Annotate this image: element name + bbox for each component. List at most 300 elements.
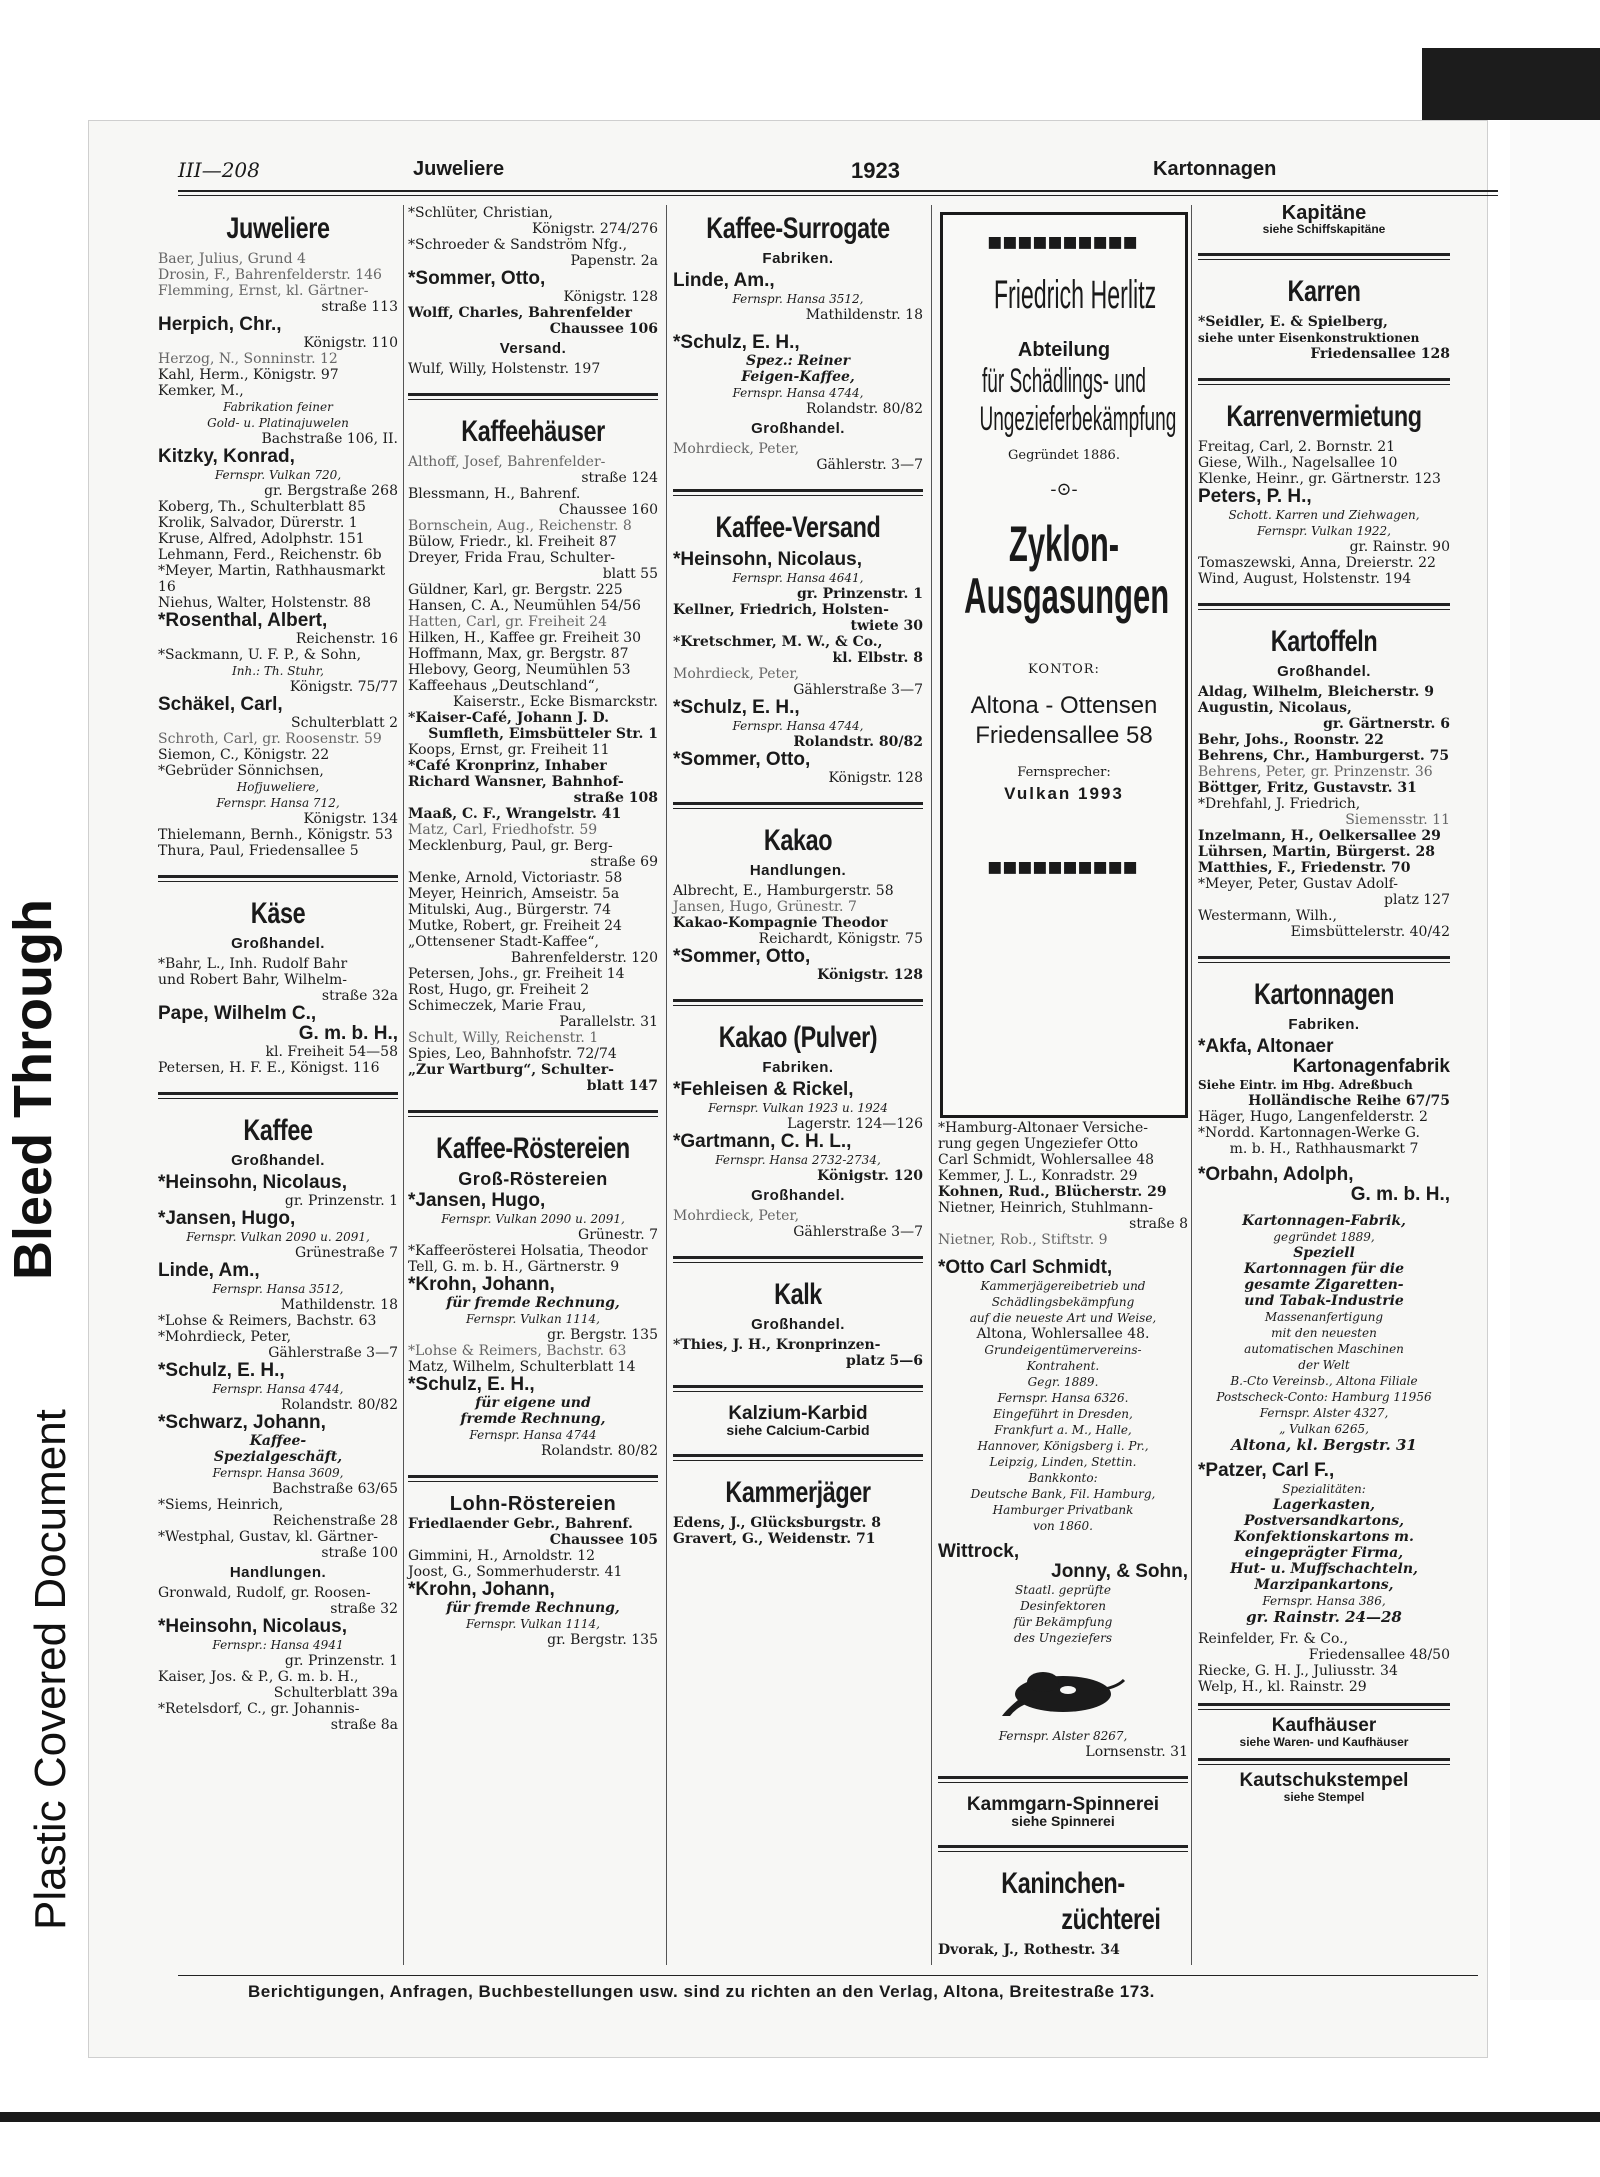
directory-page xyxy=(88,120,1488,2058)
entry-name: *Fehleisen & Rickel, xyxy=(673,1079,854,1100)
entry: für Bekämpfung xyxy=(1013,1615,1113,1629)
entry: Altona, kl. Bergstr. 31 xyxy=(1231,1436,1417,1454)
entry: Kaiserstr., Ecke Bismarckstr. xyxy=(452,694,658,710)
entry: Rolandstr. 80/82 xyxy=(806,401,923,417)
entry: gr. Rainstr. 24—28 xyxy=(1246,1608,1402,1626)
xref-title: Kapitäne xyxy=(1281,202,1367,224)
entry: Gählerstr. 3—7 xyxy=(816,457,923,473)
entry: Richard Wansner, Bahnhof- xyxy=(408,774,624,790)
entry: gr. Rainstr. 90 xyxy=(1349,539,1450,555)
entry: *Bahr, L., Inh. Rudolf Bahr xyxy=(158,956,348,972)
entry: B.-Cto Vereinsb., Altona Filiale xyxy=(1230,1374,1418,1388)
section-title: Kaninchen- xyxy=(1001,1867,1125,1900)
entry: Gronwald, Rudolf, gr. Roosen- xyxy=(158,1585,371,1601)
entry: für fremde Rechnung, xyxy=(446,1600,620,1616)
entry: Kemmer, J. L., Konradstr. 29 xyxy=(938,1168,1138,1184)
entry: gr. Prinzenstr. 1 xyxy=(284,1653,398,1669)
entry: Jansen, Hugo, Grünestr. 7 xyxy=(673,899,857,915)
column-divider xyxy=(403,205,404,1965)
entry: Fernspr. Hansa 3512, xyxy=(732,292,864,306)
entry: Fernspr. Hansa 3609, xyxy=(212,1466,344,1480)
entry: Rolandstr. 80/82 xyxy=(793,734,923,750)
section-divider xyxy=(938,1845,1188,1852)
section-divider xyxy=(408,393,658,400)
entry: Bachstraße 63/65 xyxy=(272,1481,398,1497)
entry: Kaffeehaus „Deutschland“, xyxy=(408,678,600,694)
entry: Reinfelder, Fr. & Co., xyxy=(1198,1631,1349,1647)
entry: Baer, Julius, Grund 4 xyxy=(158,251,306,267)
entry: Hatten, Carl, gr. Freiheit 24 xyxy=(408,614,607,630)
entry: straße 8 xyxy=(1129,1216,1188,1232)
entry: Gold- u. Platinajuwelen xyxy=(207,416,349,430)
entry: Albrecht, E., Hamburgerstr. 58 xyxy=(673,883,894,899)
entry: Schott. Karren und Ziehwagen, xyxy=(1228,508,1420,522)
entry: *Lohse & Reimers, Bachstr. 63 xyxy=(408,1343,627,1359)
entry: Freitag, Carl, 2. Bornstr. 21 xyxy=(1198,439,1396,455)
header-rule-thin xyxy=(178,195,1498,196)
entry: Gravert, G., Weidenstr. 71 xyxy=(673,1531,876,1547)
section-title: Kaffee-Röstereien xyxy=(436,1132,630,1165)
entry: Grünestr. 7 xyxy=(578,1227,658,1243)
entry: gesamte Zigaretten- xyxy=(1244,1277,1404,1293)
entry: Massenanfertigung xyxy=(1264,1310,1384,1324)
xref-target: siehe Calcium-Carbid xyxy=(726,1422,870,1438)
header-year: 1923 xyxy=(851,158,900,183)
ad-phone: Vulkan 1993 xyxy=(1004,784,1124,803)
section-divider xyxy=(673,1454,923,1461)
section-divider xyxy=(1198,956,1450,963)
entry-name: *Schulz, E. H., xyxy=(408,1374,535,1395)
xref-title: Kautschukstempel xyxy=(1239,1770,1409,1791)
section-title: Kaffee-Surrogate xyxy=(706,212,890,245)
entry: Aldag, Wilhelm, Bleicherstr. 9 xyxy=(1198,684,1434,700)
entry-name: Jonny, & Sohn, xyxy=(1051,1561,1188,1582)
entry: Schroth, Carl, gr. Roosenstr. 59 xyxy=(158,731,382,747)
entry: Mohrdieck, Peter, xyxy=(673,441,800,457)
entry: Rolandstr. 80/82 xyxy=(541,1443,658,1459)
entry: straße 69 xyxy=(590,854,658,870)
entry: Tell, G. m. b. H., Gärtnerstr. 9 xyxy=(408,1259,620,1275)
section-title: Kakao (Pulver) xyxy=(718,1021,878,1054)
entry: Thura, Paul, Friedensallee 5 xyxy=(158,843,359,859)
entry-name: *Heinsohn, Nicolaus, xyxy=(158,1616,347,1637)
entry: Königstr. 128 xyxy=(563,289,658,305)
entry: *Meyer, Peter, Gustav Adolf- xyxy=(1198,876,1399,892)
entry: Hansen, C. A., Neumühlen 54/56 xyxy=(408,598,641,614)
entry: Postversandkartons, xyxy=(1243,1513,1405,1529)
entry-name: *Sommer, Otto, xyxy=(673,749,811,770)
section-title: Karren xyxy=(1287,275,1361,308)
entry: Friedensallee 128 xyxy=(1310,346,1450,362)
ad-address-2: Friedensallee 58 xyxy=(975,722,1153,749)
entry: des Ungeziefers xyxy=(1013,1631,1113,1645)
entry: auf die neueste Art und Weise, xyxy=(969,1311,1157,1325)
entry-name: *Schulz, E. H., xyxy=(673,697,800,718)
xref-title: Kalzium-Karbid xyxy=(728,1403,868,1424)
page-header xyxy=(178,158,1478,188)
section-divider xyxy=(673,1256,923,1263)
section-divider xyxy=(1198,1758,1450,1765)
entry: mit den neuesten xyxy=(1271,1326,1377,1340)
entry: Kellner, Friedrich, Holsten- xyxy=(673,602,889,618)
entry: kl. Freiheit 54—58 xyxy=(265,1044,398,1060)
entry: Hlebovy, Georg, Neumühlen 53 xyxy=(408,662,631,678)
entry: kl. Elbstr. 8 xyxy=(832,650,923,666)
entry: Königstr. 128 xyxy=(828,770,923,786)
entry: Bahrenfelderstr. 120 xyxy=(510,950,658,966)
entry: Fernspr. Hansa 3512, xyxy=(212,1282,344,1296)
section-divider xyxy=(158,1092,398,1099)
section-divider xyxy=(1198,378,1450,385)
entry-name: Pape, Wilhelm C., xyxy=(158,1003,317,1024)
subsection-title: Groß-Röstereien xyxy=(458,1169,608,1189)
xref-target: siehe Stempel xyxy=(1283,1790,1365,1804)
xref-title: Kammgarn-Spinnerei xyxy=(966,1794,1160,1815)
entry: eingeprägter Firma, xyxy=(1244,1545,1404,1561)
entry: Kartonnagen für die xyxy=(1243,1261,1405,1277)
entry: Fernspr. Hansa 2732-2734, xyxy=(715,1153,881,1167)
entry: Fernspr. Alster 4327, xyxy=(1259,1406,1389,1420)
column-1 xyxy=(158,205,398,1733)
ad-line-2: Ungezieferbekämpfung xyxy=(979,400,1177,438)
entry: *Kretschmer, M. W., & Co., xyxy=(673,634,883,650)
entry: Fernspr. Vulkan 720, xyxy=(214,468,342,482)
entry: Westermann, Wilh., xyxy=(1198,908,1337,924)
entry: Mecklenburg, Paul, gr. Berg- xyxy=(408,838,613,854)
entry: gr. Prinzenstr. 1 xyxy=(284,1193,398,1209)
entry-name: Kartonagenfabrik xyxy=(1292,1056,1450,1077)
entry: Chaussee 106 xyxy=(549,321,658,337)
section-title: Juweliere xyxy=(226,212,330,245)
entry: Bachstraße 106, II. xyxy=(261,431,398,447)
entry: für fremde Rechnung, xyxy=(446,1295,620,1311)
header-rule xyxy=(178,190,1498,192)
entry: Mohrdieck, Peter, xyxy=(673,1208,800,1224)
subsection-title: Großhandel. xyxy=(751,1316,845,1333)
section-divider xyxy=(1198,253,1450,260)
entry-name: *Sommer, Otto, xyxy=(408,268,546,289)
entry-name: Linde, Am., xyxy=(673,270,775,291)
entry-name: *Schwarz, Johann, xyxy=(158,1412,326,1433)
section-divider xyxy=(673,802,923,809)
subsection-title: Großhandel. xyxy=(751,420,845,437)
entry: Althoff, Josef, Bahrenfelder- xyxy=(408,454,606,470)
entry: Kemker, M., xyxy=(158,383,244,399)
herlitz-advertisement xyxy=(940,212,1188,1118)
entry: Menke, Arnold, Victoriastr. 58 xyxy=(408,870,623,886)
entry: Spezialgeschäft, xyxy=(213,1449,343,1465)
entry: Rolandstr. 80/82 xyxy=(281,1397,398,1413)
entry: Staatl. geprüfte xyxy=(1015,1583,1111,1597)
entry-name: Kitzky, Konrad, xyxy=(158,446,295,467)
entry: Dreyer, Frida Frau, Schulter- xyxy=(408,550,616,566)
ad-founded: Gegründet 1886. xyxy=(1008,448,1120,463)
entry: gegründet 1889, xyxy=(1273,1230,1375,1244)
entry: Blessmann, H., Bahrenf. xyxy=(408,486,581,502)
entry: *Retelsdorf, C., gr. Johannis- xyxy=(158,1701,360,1717)
entry: *Sackmann, U. F. P., & Sohn, xyxy=(158,647,362,663)
ad-ornament: -⊙- xyxy=(1050,479,1078,500)
entry: *Lohse & Reimers, Bachstr. 63 xyxy=(158,1313,377,1329)
entry: straße 113 xyxy=(321,299,398,315)
entry: Königstr. 128 xyxy=(817,967,923,983)
ad-zyklon: Zyklon- xyxy=(1008,516,1120,572)
entry: Tomaszewski, Anna, Dreierstr. 22 xyxy=(1198,555,1436,571)
entry: Koops, Ernst, gr. Freiheit 11 xyxy=(408,742,610,758)
column-5 xyxy=(1198,202,1450,1805)
page-number: III—208 xyxy=(178,158,260,182)
entry-name: *Otto Carl Schmidt, xyxy=(938,1257,1113,1278)
entry: Flemming, Ernst, kl. Gärtner- xyxy=(158,283,369,299)
entry: Altona, Wohlersallee 48. xyxy=(976,1326,1150,1342)
entry: Matz, Wilhelm, Schulterblatt 14 xyxy=(408,1359,636,1375)
ad-ornament-boxes: ■■■■■■■■■■ xyxy=(988,229,1140,253)
entry: gr. Prinzenstr. 1 xyxy=(797,586,923,602)
entry: *Kaiser-Café, Johann J. D. xyxy=(408,710,609,726)
entry: Mathildenstr. 18 xyxy=(805,307,923,323)
entry: Schulterblatt 2 xyxy=(291,715,398,731)
entry: „ Vulkan 6265, xyxy=(1279,1422,1369,1436)
entry: siehe unter Eisenkonstruktionen xyxy=(1198,331,1420,345)
xref-target: siehe Spinnerei xyxy=(1011,1813,1115,1829)
entry: Krolik, Salvador, Dürerstr. 1 xyxy=(158,515,358,531)
entry: Hofjuweliere, xyxy=(236,780,320,794)
entry: Spez.: Reiner xyxy=(746,353,850,369)
entry: Lagerkasten, xyxy=(1272,1497,1376,1513)
entry-name: *Gartmann, C. H. L., xyxy=(673,1131,852,1152)
subsection-title: Großhandel. xyxy=(231,1152,325,1169)
entry: Königstr. 110 xyxy=(303,335,398,351)
entry: Postscheck-Conto: Hamburg 11956 xyxy=(1216,1390,1432,1404)
entry-name: *Heinsohn, Nicolaus, xyxy=(673,549,862,570)
entry-name: G. m. b. H., xyxy=(1350,1184,1450,1205)
section-title: Kaffee xyxy=(243,1114,313,1147)
scan-black-corner xyxy=(1422,48,1600,120)
entry: Lornsenstr. 31 xyxy=(1085,1744,1188,1760)
entry: Behrens, Peter, gr. Prinzenstr. 36 xyxy=(1198,764,1433,780)
subsection-title: Handlungen. xyxy=(749,862,847,879)
entry: Bankkonto: xyxy=(1028,1471,1098,1485)
entry: „Zur Wartburg“, Schulter- xyxy=(408,1062,614,1078)
page-footer: Berichtigungen, Anfragen, Buchbestellungen usw. sind zu richten an den Verlag, Altona, Breitestraße 173. xyxy=(248,1982,1155,2001)
entry: Hannover, Königsberg i. Pr., xyxy=(977,1439,1149,1453)
column-divider xyxy=(931,205,932,1965)
entry: Wulf, Willy, Holstenstr. 197 xyxy=(408,361,601,377)
entry: Friedensallee 48/50 xyxy=(1308,1647,1450,1663)
entry: Reichardt, Königstr. 75 xyxy=(758,931,923,947)
entry: der Welt xyxy=(1298,1358,1350,1372)
entry: Eingeführt in Dresden, xyxy=(993,1407,1133,1421)
entry: Augustin, Nicolaus, xyxy=(1198,700,1352,716)
entry: Hut- u. Muffschachteln, xyxy=(1230,1561,1418,1577)
entry: Fernspr. Vulkan 2090 u. 2091, xyxy=(186,1230,370,1244)
entry: Fernspr. Hansa 4641, xyxy=(732,571,864,585)
entry: Schult, Willy, Reichenstr. 1 xyxy=(408,1030,599,1046)
entry: Fernspr. Hansa 4744 xyxy=(469,1428,597,1442)
entry: Welp, H., kl. Rainstr. 29 xyxy=(1198,1679,1367,1695)
subsection-title: Großhandel. xyxy=(751,1187,845,1204)
column-4 xyxy=(938,1120,1188,1958)
entry-name: *Akfa, Altonaer xyxy=(1198,1036,1334,1057)
subsection-title: Großhandel. xyxy=(1277,663,1371,680)
entry: und Robert Bahr, Wilhelm- xyxy=(158,972,348,988)
section-title: Kakao xyxy=(763,824,833,857)
entry: Gählerstraße 3—7 xyxy=(793,682,923,698)
entry: Meyer, Heinrich, Amseistr. 5a xyxy=(408,886,620,902)
entry: platz 5—6 xyxy=(846,1353,923,1369)
subsection-title: Fabriken. xyxy=(762,250,834,267)
subsection-title: Fabriken. xyxy=(762,1059,834,1076)
xref-target: siehe Waren- und Kaufhäuser xyxy=(1239,1735,1409,1749)
entry: Siemensstr. 11 xyxy=(1345,812,1450,828)
entry-name: Linde, Am., xyxy=(158,1260,260,1281)
column-divider xyxy=(666,205,667,1965)
entry: Leipzig, Linden, Stettin. xyxy=(989,1455,1137,1469)
section-divider xyxy=(408,1110,658,1117)
entry: Bülow, Friedr., kl. Freiheit 87 xyxy=(408,534,617,550)
entry: fremde Rechnung, xyxy=(460,1411,606,1427)
entry: „Ottensener Stadt-Kaffee“, xyxy=(408,934,600,950)
entry: Hamburger Privatbank xyxy=(992,1503,1134,1517)
entry: Koberg, Th., Schulterblatt 85 xyxy=(158,499,366,515)
entry: Sumfleth, Eimsbütteler Str. 1 xyxy=(428,726,658,742)
entry: Behrens, Chr., Hamburgerst. 75 xyxy=(1198,748,1450,764)
entry: Königstr. 75/77 xyxy=(289,679,398,695)
subsection-title: Großhandel. xyxy=(231,935,325,952)
entry: Schimeczek, Marie Frau, xyxy=(408,998,587,1014)
entry-name: *Heinsohn, Nicolaus, xyxy=(158,1172,347,1193)
entry: *Siems, Heinrich, xyxy=(158,1497,284,1513)
entry-name: Peters, P. H., xyxy=(1198,486,1312,507)
entry: Joost, G., Sommerhuderstr. 41 xyxy=(408,1564,623,1580)
entry: Eimsbüttelerstr. 40/42 xyxy=(1290,924,1450,940)
entry: Königstr. 274/276 xyxy=(532,221,658,237)
entry: Parallelstr. 31 xyxy=(559,1014,658,1030)
entry: Fernspr. Vulkan 1923 u. 1924 xyxy=(708,1101,888,1115)
entry-name: *Schulz, E. H., xyxy=(673,332,800,353)
entry: Speziell xyxy=(1293,1245,1355,1261)
entry: Carl Schmidt, Wohlersallee 48 xyxy=(938,1152,1155,1168)
entry: Inh.: Th. Stuhr, xyxy=(232,664,324,678)
entry: blatt 147 xyxy=(586,1078,658,1094)
entry-name: Wittrock, xyxy=(938,1541,1020,1562)
entry: twiete 30 xyxy=(850,618,923,634)
entry: für eigene und xyxy=(475,1395,591,1411)
entry: Mutke, Robert, gr. Freiheit 24 xyxy=(408,918,622,934)
entry: Bornschein, Aug., Reichenstr. 8 xyxy=(408,518,632,534)
entry: Schädlingsbekämpfung xyxy=(991,1295,1135,1309)
entry: Güldner, Karl, gr. Bergstr. 225 xyxy=(408,582,623,598)
entry: Fernspr. Vulkan 1922, xyxy=(1257,524,1391,538)
entry: Giese, Wilh., Nagelsallee 10 xyxy=(1198,455,1398,471)
entry: automatischen Maschinen xyxy=(1244,1342,1404,1356)
entry: Kakao-Kompagnie Theodor xyxy=(673,915,888,931)
entry: Siehe Eintr. im Hbg. Adreßbuch xyxy=(1198,1078,1413,1092)
entry-name: *Jansen, Hugo, xyxy=(408,1190,546,1211)
neighbor-page-edge xyxy=(1510,120,1600,2000)
entry: Fernspr. Vulkan 2090 u. 2091, xyxy=(441,1212,625,1226)
entry: Gählerstraße 3—7 xyxy=(793,1224,923,1240)
section-title: züchterei xyxy=(1061,1903,1161,1936)
ad-address-1: Altona - Ottensen xyxy=(970,692,1158,719)
entry: Gimmini, H., Arnoldstr. 12 xyxy=(408,1548,596,1564)
section-divider xyxy=(158,875,398,882)
entry: Grünestraße 7 xyxy=(294,1245,398,1261)
entry-name: *Rosenthal, Albert, xyxy=(158,610,328,631)
entry: Papenstr. 2a xyxy=(570,253,658,269)
entry: Gählerstraße 3—7 xyxy=(268,1345,398,1361)
ad-kontor: KONTOR: xyxy=(1028,662,1100,677)
entry: gr. Gärtnerstr. 6 xyxy=(1323,716,1450,732)
section-divider xyxy=(673,1385,923,1392)
entry: Holländische Reihe 67/75 xyxy=(1248,1093,1450,1109)
entry: Fernspr.: Hansa 4941 xyxy=(212,1638,344,1652)
entry: Fabrikation feiner xyxy=(223,400,333,414)
entry: Wind, August, Holstenstr. 194 xyxy=(1198,571,1412,587)
header-right: Kartonnagen xyxy=(1153,158,1277,180)
entry: Kaiser, Jos. & P., G. m. b. H., xyxy=(158,1669,359,1685)
entry: *Seidler, E. & Spielberg, xyxy=(1198,314,1388,330)
entry: m. b. H., Rathhausmarkt 7 xyxy=(1229,1141,1419,1157)
entry-name: *Patzer, Carl F., xyxy=(1198,1460,1335,1481)
entry: straße 100 xyxy=(321,1545,398,1561)
entry: Dvorak, J., Rothestr. 34 xyxy=(938,1942,1120,1958)
section-title: Kaffee-Versand xyxy=(715,511,881,544)
section-title: Kartoffeln xyxy=(1270,625,1378,658)
entry: Nietner, Rob., Stiftstr. 9 xyxy=(938,1232,1108,1248)
section-title: Kartonnagen xyxy=(1253,978,1395,1011)
entry: Kaffee- xyxy=(249,1433,307,1449)
entry: Frankfurt a. M., Halle, xyxy=(994,1423,1132,1437)
entry: Marzipankartons, xyxy=(1254,1577,1394,1593)
entry-name: G. m. b. H., xyxy=(298,1023,398,1044)
entry: *Hamburg-Altonaer Versiche- xyxy=(938,1120,1148,1136)
entry: *Mohrdieck, Peter, xyxy=(158,1329,292,1345)
entry: Petersen, H. F. E., Königst. 116 xyxy=(158,1060,380,1076)
footer-rule xyxy=(178,1975,1478,1976)
entry: Kahl, Herm., Königstr. 97 xyxy=(158,367,339,383)
entry: Fernspr. Hansa 386, xyxy=(1262,1594,1386,1608)
section-divider xyxy=(673,489,923,496)
entry-name: Herpich, Chr., xyxy=(158,314,282,335)
entry: Fernspr. Hansa 4744, xyxy=(732,719,864,733)
entry: Drosin, F., Bahrenfelderstr. 146 xyxy=(158,267,382,283)
entry: Klenke, Heinr., gr. Gärtnerstr. 123 xyxy=(1198,471,1441,487)
entry: Fernspr. Hansa 4744, xyxy=(212,1382,344,1396)
entry-name: *Krohn, Johann, xyxy=(408,1579,555,1600)
entry: Inzelmann, H., Oelkersallee 29 xyxy=(1198,828,1441,844)
ad-ornament-boxes-bottom: ■■■■■■■■■■ xyxy=(988,854,1140,878)
entry: platz 127 xyxy=(1384,892,1450,908)
entry: straße 32a xyxy=(321,988,398,1004)
entry: Fernspr. Hansa 6326. xyxy=(997,1391,1129,1405)
entry: Deutsche Bank, Fil. Hamburg, xyxy=(970,1487,1156,1501)
ad-ausgasungen: Ausgasungen xyxy=(964,568,1170,624)
section-title: Karrenvermietung xyxy=(1226,400,1422,433)
entry: Matthies, F., Friedenstr. 70 xyxy=(1198,860,1411,876)
entry: *Nordd. Kartonnagen-Werke G. xyxy=(1198,1125,1420,1141)
subsection-title: Fabriken. xyxy=(1288,1016,1360,1033)
header-left: Juweliere xyxy=(413,158,505,180)
side-stamp xyxy=(0,740,80,1940)
entry-name: *Sommer, Otto, xyxy=(673,946,811,967)
entry: Fernspr. Hansa 4744, xyxy=(732,386,864,400)
entry: Hilken, H., Kaffee gr. Freiheit 30 xyxy=(408,630,642,646)
entry: Lührsen, Martin, Bürgerst. 28 xyxy=(1198,844,1435,860)
entry: Nietner, Heinrich, Stuhlmann- xyxy=(938,1200,1154,1216)
entry: *Westphal, Gustav, kl. Gärtner- xyxy=(158,1529,378,1545)
entry: Herzog, N., Sonninstr. 12 xyxy=(158,351,338,367)
